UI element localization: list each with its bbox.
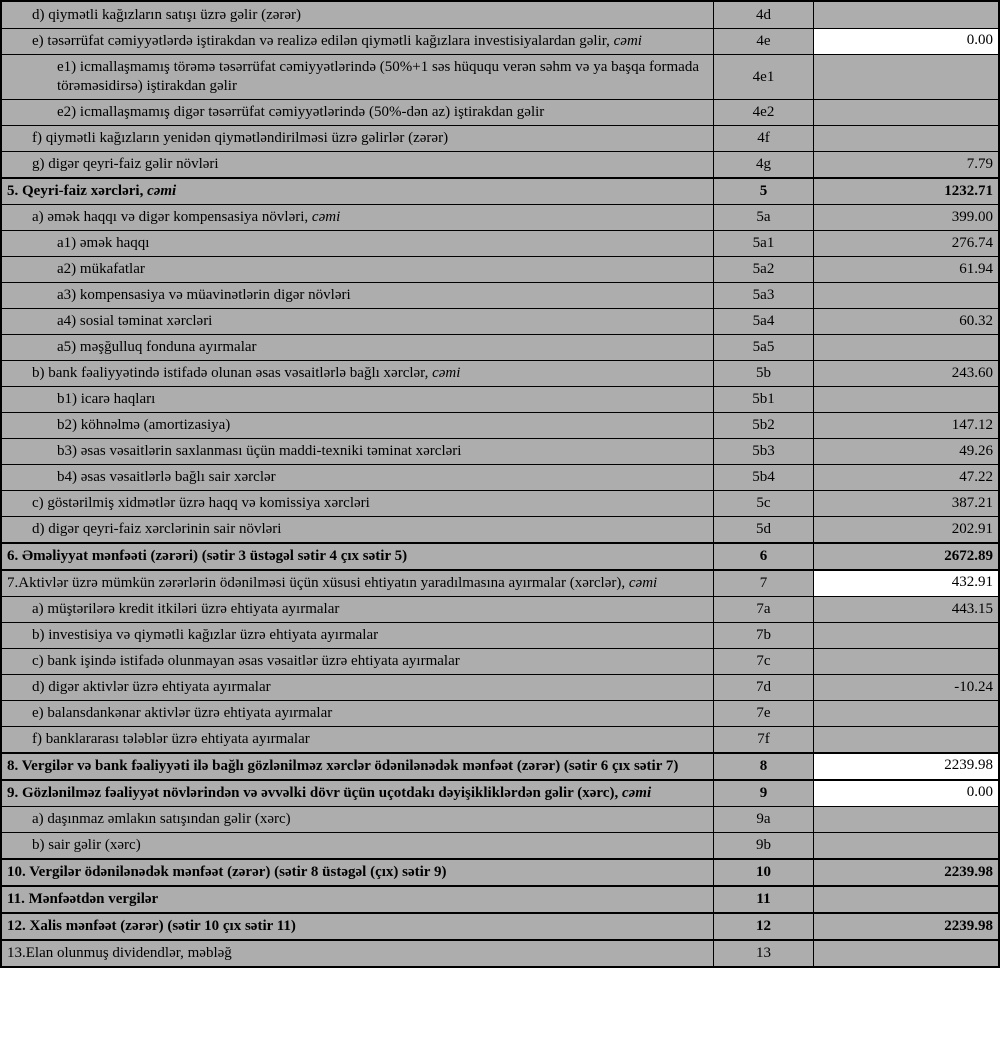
row-description: 5. Qeyri-faiz xərcləri, cəmi: [7, 183, 177, 199]
row-code: 8: [713, 754, 813, 779]
row-value: 49.26: [813, 439, 998, 464]
row-code: 4f: [713, 126, 813, 151]
row-code: 12: [713, 914, 813, 939]
row-description: a) daşınmaz əmlakın satışından gəlir (xərc): [32, 811, 291, 827]
table-row: [2, 490, 998, 516]
row-code: 5b4: [713, 465, 813, 490]
row-code: 9: [713, 781, 813, 806]
row-description: f) banklararası tələblər üzrə ehtiyata ayırmalar: [32, 731, 310, 747]
row-value: 387.21: [813, 491, 998, 516]
row-code: 4d: [713, 2, 813, 28]
row-description: d) digər aktivlər üzrə ehtiyata ayırmalar: [32, 679, 271, 695]
table-row: [2, 569, 998, 596]
row-code: 4e: [713, 29, 813, 54]
row-code: 4g: [713, 152, 813, 177]
table-row: [2, 256, 998, 282]
table-row: [2, 334, 998, 360]
table-row: [2, 386, 998, 412]
table-row: [2, 885, 998, 912]
table-row: [2, 125, 998, 151]
row-value: 0.00: [813, 29, 998, 54]
row-description: e) balansdankənar aktivlər üzrə ehtiyata ayırmalar: [32, 705, 333, 721]
row-description: g) digər qeyri-faiz gəlir növləri: [32, 156, 219, 172]
row-code: 10: [713, 860, 813, 885]
table-row: [2, 177, 998, 204]
row-value: [813, 100, 998, 125]
table-row: [2, 230, 998, 256]
row-code: 5b1: [713, 387, 813, 412]
row-description: e1) icmallaşmamış törəmə təsərrüfat cəmiyyətlərində (50%+1 səs hüququ verən səhm və ya başqa formada törəməsidirsə) iştirakdan gəlir: [57, 59, 699, 94]
table-row: [2, 2, 998, 28]
row-value: 7.79: [813, 152, 998, 177]
table-row: [2, 99, 998, 125]
row-value: [813, 55, 998, 99]
table-row: [2, 700, 998, 726]
row-description: a3) kompensasiya və müavinətlərin digər növləri: [57, 287, 351, 303]
row-description: c) göstərilmiş xidmətlər üzrə haqq və komissiya xərcləri: [32, 495, 370, 511]
row-code: 4e2: [713, 100, 813, 125]
row-description: f) qiymətli kağızların yenidən qiymətləndirilməsi üzrə gəlirlər (zərər): [32, 130, 449, 146]
table-row: [2, 779, 998, 806]
row-value: 276.74: [813, 231, 998, 256]
table-row: [2, 516, 998, 542]
row-code: 5b3: [713, 439, 813, 464]
row-value: 2239.98: [813, 914, 998, 939]
table-row: [2, 726, 998, 752]
row-value: 2239.98: [813, 754, 998, 779]
row-value: [813, 126, 998, 151]
row-value: [813, 623, 998, 648]
row-code: 9a: [713, 807, 813, 832]
row-value: [813, 335, 998, 360]
row-code: 5a1: [713, 231, 813, 256]
row-value: 61.94: [813, 257, 998, 282]
row-value: [813, 941, 998, 966]
row-value: 147.12: [813, 413, 998, 438]
row-code: 7: [713, 571, 813, 596]
row-description: d) digər qeyri-faiz xərclərinin sair növləri: [32, 521, 282, 537]
row-code: 11: [713, 887, 813, 912]
row-code: 6: [713, 544, 813, 569]
row-code: 7e: [713, 701, 813, 726]
row-description: 13.Elan olunmuş dividendlər, məbləğ: [7, 945, 232, 961]
row-value: 443.15: [813, 597, 998, 622]
table-row: [2, 648, 998, 674]
table-row: [2, 622, 998, 648]
row-code: 5a5: [713, 335, 813, 360]
row-value: [813, 727, 998, 752]
row-code: 7b: [713, 623, 813, 648]
table-row: [2, 912, 998, 939]
table-row: [2, 752, 998, 779]
row-code: 7a: [713, 597, 813, 622]
row-description: a) müştərilərə kredit itkiləri üzrə ehtiyata ayırmalar: [32, 601, 340, 617]
row-value: [813, 887, 998, 912]
row-description: 11. Mənfəətdən vergilər: [7, 891, 159, 907]
row-description: a1) əmək haqqı: [57, 235, 150, 251]
row-code: 5a4: [713, 309, 813, 334]
row-description: a2) mükafatlar: [57, 261, 145, 277]
table-row: [2, 438, 998, 464]
row-value: 1232.71: [813, 179, 998, 204]
table-row: [2, 204, 998, 230]
row-description: 12. Xalis mənfəət (zərər) (sətir 10 çıx sətir 11): [7, 918, 296, 934]
table-row: [2, 412, 998, 438]
row-code: 4e1: [713, 55, 813, 99]
row-description: a) əmək haqqı və digər kompensasiya növləri, cəmi: [32, 209, 341, 225]
row-code: 13: [713, 941, 813, 966]
row-value: [813, 833, 998, 858]
table-row: [2, 832, 998, 858]
row-description: b2) köhnəlmə (amortizasiya): [57, 417, 231, 433]
row-code: 5: [713, 179, 813, 204]
row-description: b) bank fəaliyyətində istifadə olunan əsas vəsaitlərlə bağlı xərclər, cəmi: [32, 365, 461, 381]
table-row: [2, 674, 998, 700]
row-code: 7c: [713, 649, 813, 674]
row-value: 432.91: [813, 571, 998, 596]
table-row: [2, 858, 998, 885]
row-value: 47.22: [813, 465, 998, 490]
table-row: [2, 308, 998, 334]
row-value: 2672.89: [813, 544, 998, 569]
row-description: e) təsərrüfat cəmiyyətlərdə iştirakdan və realizə edilən qiymətli kağızlara investisiyalardan gəlir, cəmi: [32, 33, 642, 49]
row-value: 202.91: [813, 517, 998, 542]
row-value: 243.60: [813, 361, 998, 386]
row-value: [813, 649, 998, 674]
row-description: 10. Vergilər ödənilənədək mənfəət (zərər) (sətir 8 üstəgəl (çıx) sətir 9): [7, 864, 447, 880]
row-value: 60.32: [813, 309, 998, 334]
row-description: d) qiymətli kağızların satışı üzrə gəlir (zərər): [32, 6, 302, 23]
row-description: 6. Əməliyyat mənfəəti (zərəri) (sətir 3 üstəgəl sətir 4 çıx sətir 5): [7, 548, 408, 564]
row-code: 5a3: [713, 283, 813, 308]
table-row: [2, 151, 998, 177]
table-row: [2, 54, 998, 99]
row-code: 5b2: [713, 413, 813, 438]
table-row: [2, 28, 998, 54]
row-description: b3) əsas vəsaitlərin saxlanması üçün maddi-texniki təminat xərcləri: [57, 443, 462, 459]
row-description: 7.Aktivlər üzrə mümkün zərərlərin ödənilməsi üçün xüsusi ehtiyatın yaradılmasına ayırmalar (xərclər), cəmi: [7, 575, 658, 591]
row-value: [813, 2, 998, 28]
row-code: 5a2: [713, 257, 813, 282]
row-value: 399.00: [813, 205, 998, 230]
row-value: [813, 387, 998, 412]
row-description: a5) məşğulluq fonduna ayırmalar: [57, 339, 257, 355]
row-description: b) sair gəlir (xərc): [32, 837, 141, 853]
row-description: e2) icmallaşmamış digər təsərrüfat cəmiyyətlərində (50%-dən az) iştirakdan gəlir: [57, 104, 545, 120]
table-row: [2, 806, 998, 832]
table-row: [2, 464, 998, 490]
row-description: b1) icarə haqları: [57, 391, 156, 407]
row-description: 8. Vergilər və bank fəaliyyəti ilə bağlı gözlənilməz xərclər ödənilənədək mənfəət (zərər) (sətir 6 çıx sətir 7): [7, 758, 679, 774]
row-code: 5a: [713, 205, 813, 230]
table-row: [2, 282, 998, 308]
row-code: 7f: [713, 727, 813, 752]
table-row: [2, 360, 998, 386]
row-code: 5d: [713, 517, 813, 542]
row-value: [813, 283, 998, 308]
row-value: 2239.98: [813, 860, 998, 885]
table-row: [2, 939, 998, 966]
row-code: 5c: [713, 491, 813, 516]
row-value: 0.00: [813, 781, 998, 806]
row-value: [813, 701, 998, 726]
row-value: [813, 807, 998, 832]
row-description: 9. Gözlənilməz fəaliyyət növlərindən və əvvəlki dövr üçün uçotdakı dəyişikliklərdən gəlir (xərc), cəmi: [7, 785, 652, 801]
row-description: b4) əsas vəsaitlərlə bağlı sair xərclər: [57, 469, 276, 485]
row-code: 9b: [713, 833, 813, 858]
row-code: 5b: [713, 361, 813, 386]
table-row: [2, 596, 998, 622]
row-value: -10.24: [813, 675, 998, 700]
row-description: c) bank işində istifadə olunmayan əsas vəsaitlər üzrə ehtiyata ayırmalar: [32, 653, 460, 669]
row-description: a4) sosial təminat xərcləri: [57, 313, 213, 329]
row-description: b) investisiya və qiymətli kağızlar üzrə ehtiyata ayırmalar: [32, 627, 379, 643]
row-code: 7d: [713, 675, 813, 700]
table-row: [2, 542, 998, 569]
